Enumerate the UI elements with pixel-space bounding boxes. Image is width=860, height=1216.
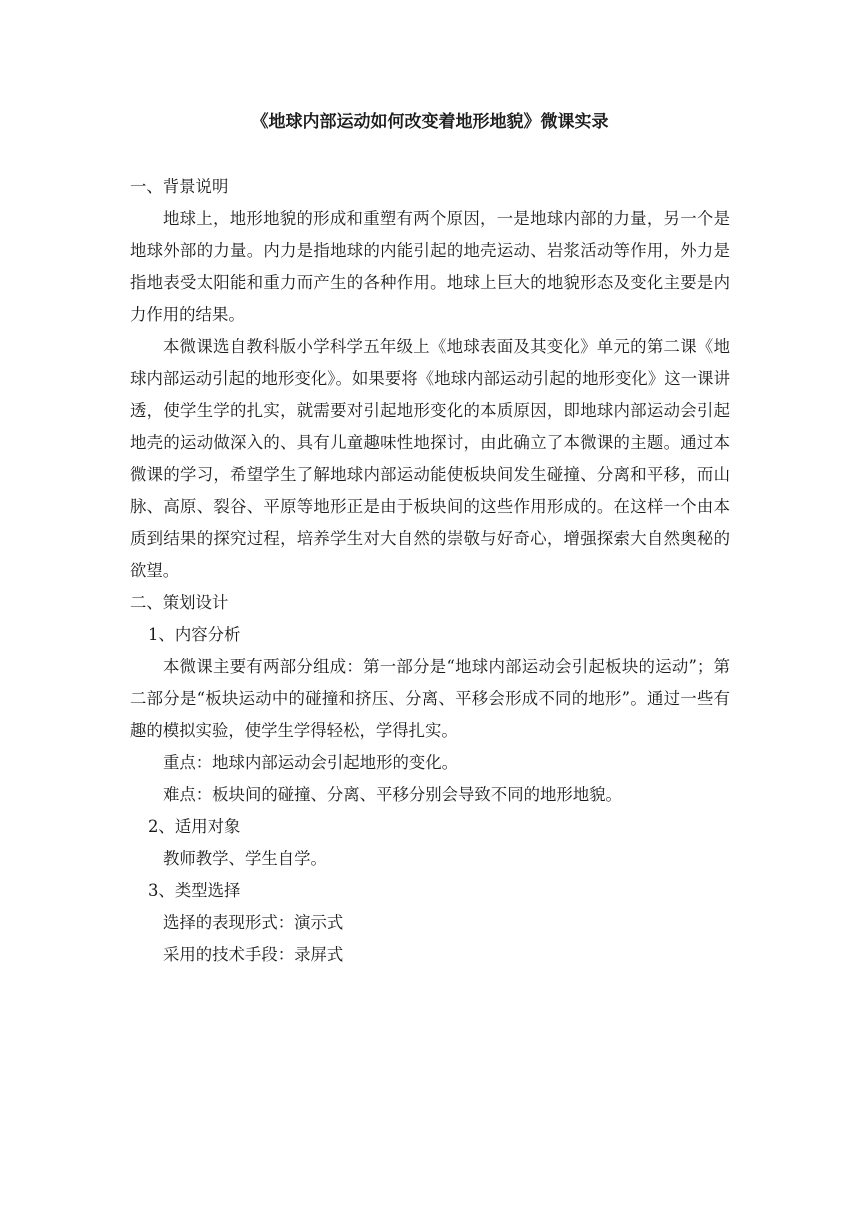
technique-text: 采用的技术手段：录屏式	[163, 945, 344, 964]
key-point-text: 重点：地球内部运动会引起地形的变化。	[163, 753, 459, 772]
target-audience-text: 教师教学、学生自学。	[163, 849, 327, 868]
document-body	[130, 171, 730, 971]
subheading-type-selection: 3、类型选择	[148, 881, 241, 900]
section-heading-design: 二、策划设计	[130, 593, 229, 612]
subheading-target-audience: 2、适用对象	[148, 817, 241, 836]
paragraph-content-analysis: 本微课主要有两部分组成：第一部分是“地球内部运动会引起板块的运动”；第二部分是“板块运动中的碰撞和挤压、分离、平移会形成不同的地形”。通过一些有趣的模拟实验，使学生学得轻松，学得扎实。	[130, 657, 730, 740]
presentation-form-text: 选择的表现形式：演示式	[163, 913, 344, 932]
subheading-content-analysis: 1、内容分析	[148, 625, 241, 644]
document-title: 《地球内部运动如何改变着地形地貌》微课实录	[251, 112, 609, 132]
paragraph-background-2: 本微课选自教科版小学科学五年级上《地球表面及其变化》单元的第二课《地球内部运动引起的地形变化》。如果要将《地球内部运动引起的地形变化》这一课讲透，使学生学的扎实，就需要对引起地形变化的本质原因，即地球内部运动会引起地壳的运动做深入的、具有儿童趣味性地探讨，由此确立了本微课的主题。通过本微课的学习，希望学生了解地球内部运动能使板块间发生碰撞、分离和平移，而山脉、高原、裂谷、平原等地形正是由于板块间的这些作用形成的。在这样一个由本质到结果的探究过程，培养学生对大自然的崇敬与好奇心，增强探索大自然奥秘的欲望。	[130, 337, 730, 580]
paragraph-background-1: 地球上，地形地貌的形成和重塑有两个原因，一是地球内部的力量，另一个是地球外部的力量。内力是指地球的内能引起的地壳运动、岩浆活动等作用，外力是指地表受太阳能和重力而产生的各种作用。地球上巨大的地貌形态及变化主要是内力作用的结果。	[130, 209, 730, 324]
difficult-point-text: 难点：板块间的碰撞、分离、平移分别会导致不同的地形地貌。	[163, 785, 622, 804]
section-heading-background: 一、背景说明	[130, 177, 229, 196]
